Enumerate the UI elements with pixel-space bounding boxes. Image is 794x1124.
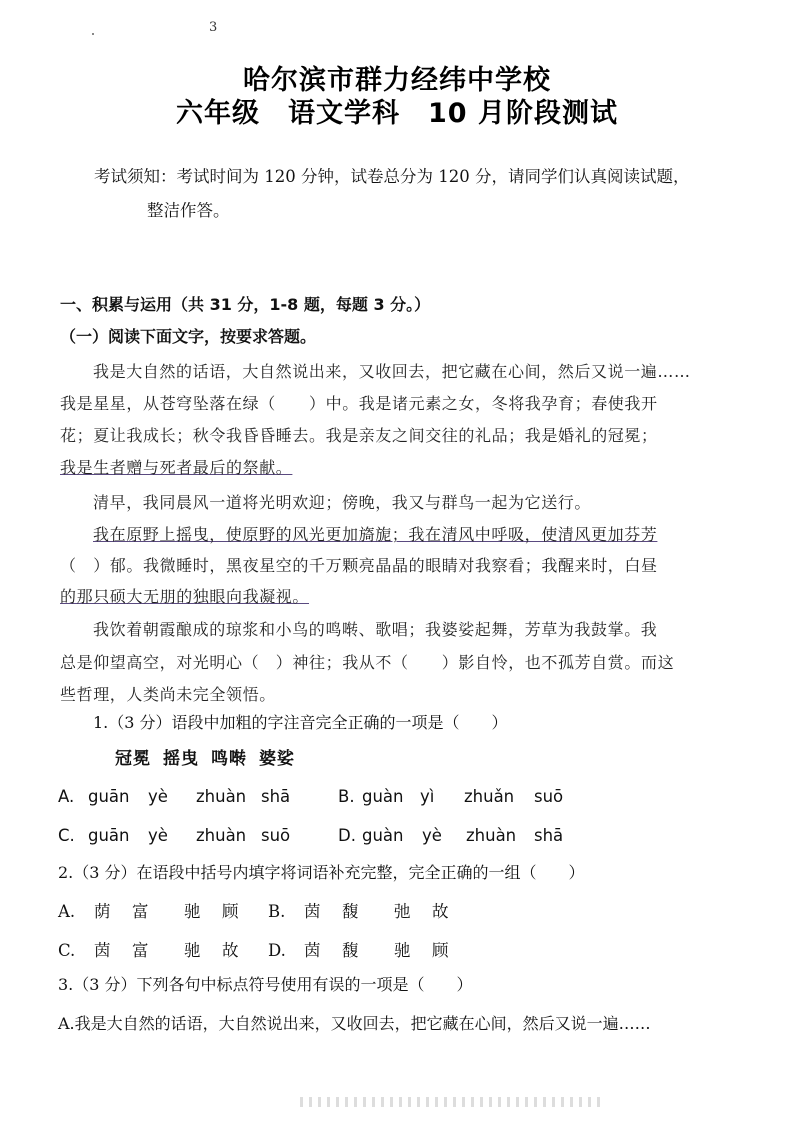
passage-line: 我饮着朝霞酿成的琼浆和小鸟的鸣啭、歌唱；我婆娑起舞，芳草为我鼓掌。我 — [93, 620, 658, 639]
word: 婆娑 — [259, 749, 295, 769]
sub-section-heading: （一）阅读下面文字，按要求答题。 — [60, 327, 317, 346]
question-1-option-b: B. guàn yì zhuǎn suō — [338, 787, 564, 806]
exam-notice-line-1: 考试须知：考试时间为 120 分钟，试卷总分为 120 分，请同学们认真阅读试题， — [94, 167, 690, 186]
passage-line: 我在原野上摇曳，使原野的风光更加旖旎；我在清风中呼吸，使清风更加芬芳 — [93, 525, 658, 544]
question-1-option-c: C. guān yè zhuàn suō — [58, 826, 291, 845]
question-2-stem: 2.（3 分）在语段中括号内填字将词语补充完整，完全正确的一组（ ） — [58, 863, 585, 882]
scan-smudge — [300, 1097, 600, 1107]
passage-line: 些哲理，人类尚未完全领悟。 — [60, 685, 276, 704]
exam-title — [0, 91, 794, 130]
passage-line: 清早，我同晨风一道将光明欢迎；傍晚，我又与群鸟一起为它送行。 — [93, 493, 592, 512]
question-1-stem: 1.（3 分）语段中加粗的字注音完全正确的一项是（ ） — [93, 713, 508, 732]
question-3-option-a: A.我是大自然的话语，大自然说出来，又收回去，把它藏在心间，然后又说一遍…… — [58, 1014, 651, 1033]
exam-label: 10 月阶段测试 — [428, 98, 618, 129]
school-title: 哈尔滨市群力经纬中学校 — [243, 65, 551, 96]
passage-line: （ ）郁。我微睡时，黑夜星空的千万颗亮晶晶的眼睛对我察看；我醒来时，白昼 — [60, 556, 658, 575]
subject-label: 语文学科 — [288, 98, 400, 129]
page-number: 3 — [209, 20, 218, 35]
word: 摇曳 — [163, 749, 199, 769]
passage-line: 我是星星，从苍穹坠落在绿（ ）中。我是诸元素之女，冬将我孕育；春使我开 — [60, 394, 658, 413]
question-2-option-a: A. 荫 富 驰 顾 — [58, 902, 239, 921]
question-1-option-a: A. guān yè zhuàn shā — [58, 787, 291, 806]
section-heading: 一、积累与运用（共 31 分，1-8 题，每题 3 分。） — [60, 295, 431, 314]
passage-line: 我是生者赠与死者最后的祭献。 — [60, 458, 293, 477]
passage-line: 总是仰望高空，对光明心（ ）神往；我从不（ ）影自怜，也不孤芳自赏。而这 — [60, 653, 675, 672]
question-1-words — [115, 744, 307, 769]
word: 冠冕 — [115, 749, 151, 769]
question-2-option-c: C. 茵 富 驰 故 — [58, 941, 239, 960]
grade-label: 六年级 — [176, 98, 260, 129]
scan-speck — [92, 33, 94, 35]
word: 鸣啭 — [211, 749, 247, 769]
passage-line: 我是大自然的话语，大自然说出来，又收回去，把它藏在心间，然后又说一遍…… — [93, 362, 691, 381]
question-1-option-d: D. guàn yè zhuàn shā — [338, 826, 564, 845]
question-3-stem: 3.（3 分）下列各句中标点符号使用有误的一项是（ ） — [58, 975, 473, 994]
question-2-option-d: D. 茵 馥 驰 顾 — [268, 941, 449, 960]
passage-line: 的那只硕大无朋的独眼向我凝视。 — [60, 587, 310, 606]
passage-line: 花；夏让我成长；秋令我昏昏睡去。我是亲友之间交往的礼品；我是婚礼的冠冕； — [60, 426, 658, 445]
question-2-option-b: B. 茵 馥 弛 故 — [268, 902, 449, 921]
exam-notice-line-2: 整洁作答。 — [147, 201, 230, 220]
